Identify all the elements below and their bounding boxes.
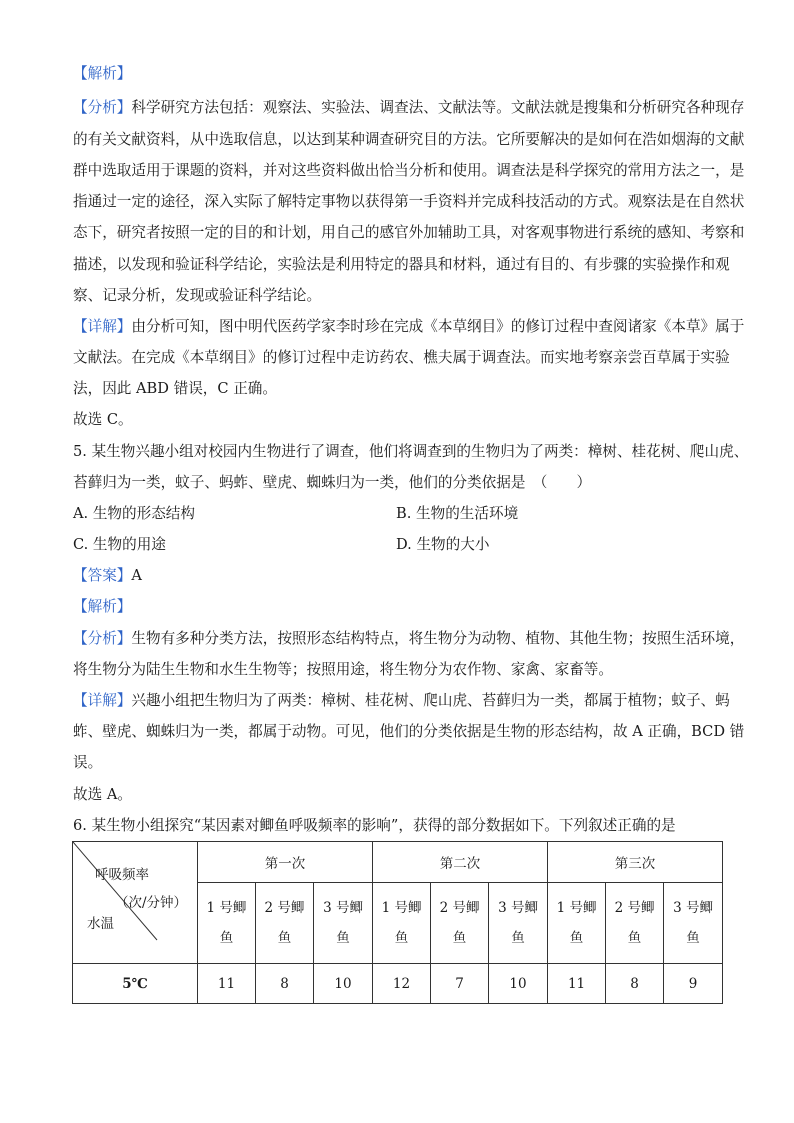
jiexi-heading: 【解析】	[73, 65, 132, 82]
fish-header	[606, 883, 664, 964]
header-unit: （次/分钟）	[115, 895, 188, 911]
fish-header	[431, 883, 489, 964]
answer-label: 【答案】	[73, 567, 132, 584]
text-line: 群中选取适用于课题的资料，并对这些资料做出恰当分析和使用。调查法是科学探究的常用方法之一，是	[73, 162, 745, 179]
fish-label-cont: 鱼	[569, 930, 584, 946]
text-line: 将生物分为陆生生物和水生生物等；按照用途，将生物分为农作物、家禽、家畜等。	[73, 661, 613, 678]
jiexi-heading: 【解析】	[73, 598, 132, 615]
text-line: 由分析可知，图中明代医药学家李时珍在完成《本草纲目》的修订过程中查阅诸家《本草》属于	[131, 318, 745, 335]
group-header: 第一次	[198, 842, 373, 883]
value-cell: 7	[431, 964, 489, 1004]
fish-label: 3 号鲫	[673, 900, 713, 916]
text-line: 误。	[73, 754, 103, 771]
fish-header	[314, 883, 373, 964]
value-cell: 11	[548, 964, 606, 1004]
text-line: 描述，以发现和验证科学结论，实验法是利用特定的器具和材料，通过有目的、有步骤的实验操作和观	[73, 256, 730, 273]
detail-paragraph	[73, 317, 745, 337]
question-5-stem-cont: 苔藓归为一类，蚊子、蚂蚱、壁虎、蜘蛛归为一类，他们的分类依据是 （ ）	[73, 474, 592, 491]
header-water-temp: 水温	[87, 916, 114, 932]
fish-label: 1 号鲫	[381, 900, 422, 916]
fish-label: 1 号鲫	[556, 900, 597, 916]
table-row	[73, 964, 723, 1004]
xiangjie-label: 【详解】	[73, 692, 132, 709]
fish-label-cont: 鱼	[336, 930, 350, 946]
fish-label-cont: 鱼	[394, 930, 409, 946]
group-header: 第二次	[373, 842, 548, 883]
fish-label-cont: 鱼	[219, 930, 234, 946]
header-respiration-rate: 呼吸频率	[95, 867, 149, 883]
text-line: 蚱、壁虎、蜘蛛归为一类，都属于动物。可见，他们的分类依据是生物的形态结构，故 A 正确，BCD 错	[73, 723, 745, 740]
text-line: 态下，研究者按照一定的目的和计划，用自己的感官外加辅助工具，对客观事物进行系统的感知、考察和	[73, 224, 745, 241]
fenxi-label: 【分析】	[73, 630, 132, 647]
option-d: D. 生物的大小	[396, 536, 490, 553]
fish-label: 3 号鲫	[498, 900, 538, 916]
text-line: 指通过一定的途径，深入实际了解特定事物以获得第一手资料并完成科技活动的方式。观察法是在自然状	[73, 193, 745, 210]
xiangjie-label: 【详解】	[73, 318, 132, 335]
value-cell: 9	[664, 964, 723, 1004]
fish-header	[256, 883, 314, 964]
detail-paragraph	[73, 691, 730, 711]
analysis-paragraph	[73, 629, 745, 649]
fenxi-label: 【分析】	[73, 99, 132, 116]
fish-label: 1 号鲫	[206, 900, 247, 916]
value-cell: 10	[489, 964, 548, 1004]
fish-label: 2 号鲫	[614, 900, 655, 916]
fish-label-cont: 鱼	[686, 930, 700, 946]
fish-header	[664, 883, 723, 964]
value-cell: 8	[256, 964, 314, 1004]
answer-conclusion: 故选 C。	[73, 411, 133, 428]
value-cell: 12	[373, 964, 431, 1004]
text-line: 的有关文献资料，从中选取信息，以达到某种调查研究目的方法。它所要解决的是如何在浩如烟海的文献	[73, 131, 745, 148]
temperature-cell: 5℃	[73, 964, 198, 1004]
fish-label-cont: 鱼	[277, 930, 292, 946]
fish-label-cont: 鱼	[627, 930, 642, 946]
fish-header	[198, 883, 256, 964]
diagonal-header-cell	[73, 842, 198, 964]
option-b: B. 生物的生活环境	[396, 505, 519, 522]
fish-label: 2 号鲫	[264, 900, 305, 916]
answer-conclusion: 故选 A。	[73, 786, 132, 803]
question-6-stem: 6. 某生物小组探究“某因素对鲫鱼呼吸频率的影响”，获得的部分数据如下。下列叙述正确的是	[73, 817, 676, 834]
text-line: 文献法。在完成《本草纲目》的修订过程中走访药农、樵夫属于调查法。而实地考察亲尝百草属于实验	[73, 349, 730, 366]
answer-row	[73, 566, 723, 586]
option-a: A. 生物的形态结构	[73, 505, 195, 522]
fish-label-cont: 鱼	[511, 930, 525, 946]
text-line: 法，因此 ABD 错误，C 正确。	[73, 380, 277, 397]
respiration-data-table	[72, 841, 723, 1004]
question-5-stem: 5. 某生物兴趣小组对校园内生物进行了调查，他们将调查到的生物归为了两类：樟树、桂花树、爬山虎、	[73, 443, 749, 460]
fish-header	[548, 883, 606, 964]
fish-header	[489, 883, 548, 964]
fish-label-cont: 鱼	[452, 930, 467, 946]
text-line: 科学研究方法包括：观察法、实验法、调查法、文献法等。文献法就是搜集和分析研究各种现存	[131, 99, 745, 116]
value-cell: 11	[198, 964, 256, 1004]
fish-label: 2 号鲫	[439, 900, 480, 916]
fish-header	[373, 883, 431, 964]
group-header: 第三次	[548, 842, 723, 883]
text-line: 察、记录分析，发现或验证科学结论。	[73, 287, 322, 304]
analysis-paragraph	[73, 98, 745, 118]
fish-label: 3 号鲫	[323, 900, 363, 916]
answer-value: A	[131, 567, 142, 584]
text-line: 生物有多种分类方法，按照形态结构特点，将生物分为动物、植物、其他生物；按照生活环境，	[131, 630, 745, 647]
value-cell: 10	[314, 964, 373, 1004]
text-line: 兴趣小组把生物归为了两类：樟树、桂花树、爬山虎、苔藓归为一类，都属于植物；蚊子、蚂	[131, 692, 730, 709]
value-cell: 8	[606, 964, 664, 1004]
option-c: C. 生物的用途	[73, 536, 166, 553]
